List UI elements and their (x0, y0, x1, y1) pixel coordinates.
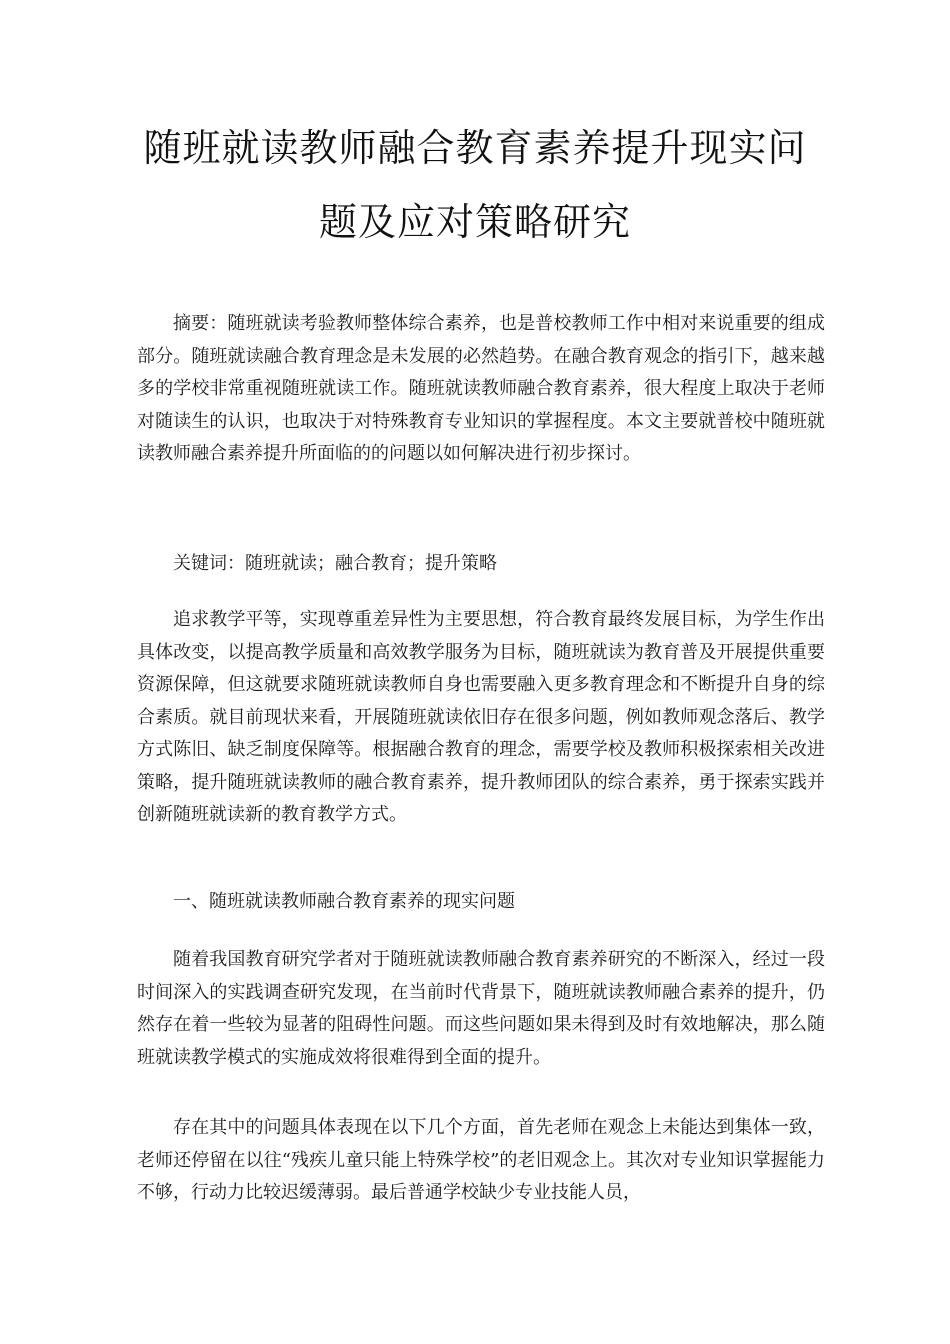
document-title-line-2: 题及应对策略研究 (318, 200, 631, 244)
abstract-paragraph: 摘要：随班就读考验教师整体综合素养，也是普校教师工作中相对来说重要的组成部分。随班就读融合教育理念是未发展的必然趋势。在融合教育观念的指引下，越来越多的学校非常重视随班就读工作。随班就读教师融合教育素养，很大程度上取决于老师对随读生的认识，也取决于对特殊教育专业知识的掌握程度。本文主要就普校中随班就读教师融合素养提升所面临的的问题以如何解决进行初步探讨。 (137, 313, 825, 464)
section-heading-1: 一、随班就读教师融合教育素养的现实问题 (173, 891, 515, 912)
body-paragraph-1: 追求教学平等，实现尊重差异性为主要思想，符合教育最终发展目标，为学生作出具体改变，以提高教学质量和高效教学服务为目标，随班就读为教育普及开展提供重要资源保障，但这就要求随班就读教师自身也需要融入更多教育理念和不断提升自身的综合素质。就目前现状来看，开展随班就读依旧存在很多问题，例如教师观念落后、教学方式陈旧、缺乏制度保障等。根据融合教育的理念，需要学校及教师积极探索相关改进策略，提升随班就读教师的融合教育素养，提升教师团队的综合素养，勇于探索实践并创新随班就读新的教育教学方式。 (137, 609, 825, 825)
keywords-paragraph: 关键词：随班就读；融合教育；提升策略 (173, 553, 497, 574)
document-title-line-1: 随班就读教师融合教育素养提升现实问 (143, 126, 807, 170)
body-paragraph-2: 随着我国教育研究学者对于随班就读教师融合教育素养研究的不断深入，经过一段时间深入的实践调查研究发现，在当前时代背景下，随班就读教师融合素养的提升，仍然存在着一些较为显著的阻碍性问题。而这些问题如果未得到及时有效地解决，那么随班就读教学模式的实施成效将很难得到全面的提升。 (137, 949, 825, 1068)
body-paragraph-3: 存在其中的问题具体表现在以下几个方面，首先老师在观念上未能达到集体一致，老师还停留在以往“残疾儿童只能上特殊学校”的老旧观念上。其次对专业知识掌握能力不够，行动力比较迟缓薄弱。最后普通学校缺少专业技能人员， (137, 1117, 825, 1203)
